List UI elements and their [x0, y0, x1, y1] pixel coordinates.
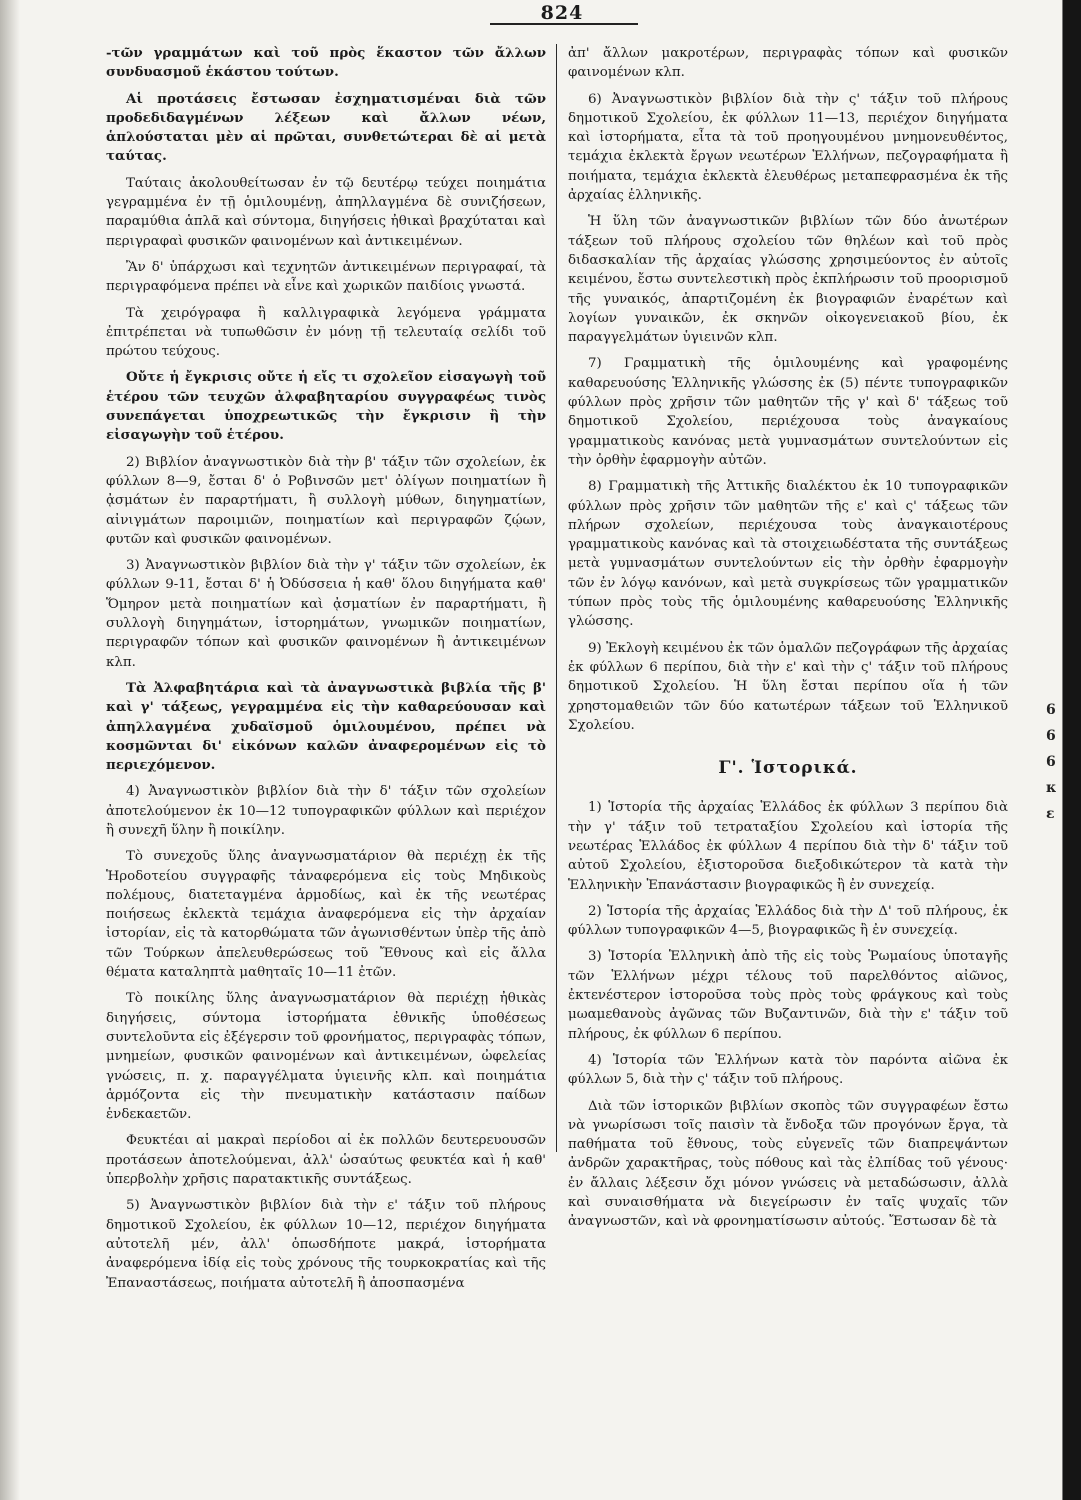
paragraph: Τὰ Ἀλφαβητάρια καὶ τὰ ἀναγνωστικὰ βιβλία τῆς β' καὶ γ' τάξεως, γεγραμμένα εἰς τὴν καθαρεύουσαν καὶ ἀπηλλαγμένα χυδαϊσμοῦ ὁμιλουμένου, πρέπει νὰ κοσμῶνται δι' εἰκόνων καλῶν ἀναφερομένων εἰς τὸ περιεχόμενον.: [106, 679, 546, 774]
paragraph: Ἡ ὕλη τῶν ἀναγνωστικῶν βιβλίων τῶν δύο ἀνωτέρων τάξεων τοῦ πλήρους σχολείου τῶν θηλέων καὶ τοῦ πρὸς διδασκαλίαν τῆς ἀρχαίας γλώσσης χρησιμεύοντος ἐν αὐτοῖς κειμένου, ἔστω συντελεστικὴ πρὸς ἐκπλήρωσιν τοῦ προορισμοῦ τῆς γυναικός, ἀπαρτιζομένη ἐκ βιογραφιῶν ἐναρέτων καὶ λογίων γυναικῶν, ἐκ σκηνῶν οἰκογενειακοῦ βίου, ἐκ παραγγελμάτων ὑγιεινῶν κλπ.: [568, 214, 1008, 346]
page-number: 824: [540, 2, 584, 24]
paragraph: 6) Ἀναγνωστικὸν βιβλίον διὰ τὴν ς' τάξιν τοῦ πλήρους δημοτικοῦ Σχολείου, ἐκ φύλλων 11—13, περιέχον διηγήματα καὶ ἱστορήματα, εἶτα τὰ τοῦ προηγουμένου μνημονευθέντος, τεμάχια ἐκλεκτὰ ἔργων νεωτέρων Ἑλλήνων, πεζογραφήματα ἢ ποιήματα, τεμάχια ἐκλεκτὰ ἐλευθέρως μεταπεφρασμένα ἐκ τῆς ἀρχαίας ἑλληνικῆς.: [568, 91, 1008, 204]
scan-left-shadow: [0, 0, 20, 1500]
edge-fragment: ε: [1046, 806, 1055, 822]
edge-fragment: 6: [1046, 728, 1056, 744]
right-column: [568, 44, 1008, 1239]
right-column-top: [568, 44, 1008, 735]
paragraph: 2) Βιβλίον ἀναγνωστικὸν διὰ τὴν β' τάξιν τῶν σχολείων, ἐκ φύλλων 8—9, ἔσται δ' ὁ Ροβινσῶν μετ' ὀλίγων ποιηματίων ἢ ᾀσμάτων ἐν παραρτήματι, ἢ συλλογὴ μύθων, διηγηματίων, αἰνιγμάτων παροιμιῶν, ποιηματίων καὶ περιγραφῶν ζῴων, φυτῶν καὶ φυσικῶν φαινομένων.: [106, 454, 546, 547]
left-column: [106, 44, 546, 1300]
paragraph: 1) Ἱστορία τῆς ἀρχαίας Ἑλλάδος ἐκ φύλλων 3 περίπου διὰ τὴν γ' τάξιν τοῦ τετραταξίου Σχολείου καὶ ἱστορία τῆς νεωτέρας Ἑλλάδος ἐκ φύλλων 4 περίπου διὰ τὴν δ' τάξιν τοῦ αὐτοῦ Σχολείου, ἐξιστοροῦσα διεξοδικώτερον τὰ κατὰ τὴν Ἑλληνικὴν Ἐπανάστασιν βιογραφικῶς ἢ ἐν συνεχείᾳ.: [568, 800, 1008, 893]
paragraph: Ἂν δ' ὑπάρχωσι καὶ τεχνητῶν ἀντικειμένων περιγραφαί, τὰ περιγραφόμενα πρέπει νὰ εἶνε καὶ χωρικῶν παιδίοις γνωστά.: [106, 259, 546, 295]
paragraph: 4) Ἀναγνωστικὸν βιβλίον διὰ τὴν δ' τάξιν τῶν σχολείων ἀποτελούμενον ἐκ 10—12 τυπογραφικῶν φύλλων καὶ περιέχον ἢ συνεχῆ ὕλην ἢ ποικίλην.: [106, 784, 546, 838]
paragraph: 3) Ἱστορία Ἑλληνικὴ ἀπὸ τῆς εἰς τοὺς Ῥωμαίους ὑποταγῆς τῶν Ἑλλήνων μέχρι τέλους τοῦ παρελθόντος αἰῶνος, ἐκτενέστερον ἱστοροῦσα τοὺς πρὸς τοὺς φράγκους καὶ τοὺς μωαμεθανοὺς ἀγῶνας τῶν Βυζαντινῶν, διὰ τὴν ε' τάξιν τοῦ πλήρους, ἐκ φύλλων 6 περίπου.: [568, 949, 1008, 1042]
paragraph: 4) Ἱστορία τῶν Ἑλλήνων κατὰ τὸν παρόντα αἰῶνα ἐκ φύλλων 5, διὰ τὴν ς' τάξιν τοῦ πλήρους.: [568, 1052, 1008, 1088]
edge-fragment: 6: [1046, 754, 1056, 770]
paragraph: Οὔτε ἡ ἔγκρισις οὔτε ἡ εἴς τι σχολεῖον εἰσαγωγὴ τοῦ ἑτέρου τῶν τευχῶν ἀλφαβηταρίου συγγραφέως τινὸς συνεπάγεται ὑποχρεωτικῶς τὴν ἔγκρισιν ἢ τὴν εἰσαγωγὴν τοῦ ἑτέρου.: [106, 369, 546, 444]
paragraph: 2) Ἱστορία τῆς ἀρχαίας Ἑλλάδος διὰ τὴν Δ' τοῦ πλήρους, ἐκ φύλλων τυπογραφικῶν 4—5, βιογραφικῶς ἢ ἐν συνεχείᾳ.: [568, 903, 1008, 939]
paragraph: Διὰ τῶν ἱστορικῶν βιβλίων σκοπὸς τῶν συγγραφέων ἔστω νὰ γνωρίσωσι τοῖς παισὶν τὰ ἔνδοξα τῶν προγόνων ἔργα, τὰ παθήματα τοῦ ἔθνους, τοὺς εὐγενεῖς τῶν διαπρεψάντων ἀνδρῶν χαρακτῆρας, τοὺς πόθους καὶ τὰς ἐλπίδας τοῦ γένους· ἐν ἄλλαις λέξεσιν ὄχι μόνον γνώσεις νὰ μεταδώσωσιν, ἀλλὰ καὶ συναισθήματα νὰ διεγείρωσιν ἐν ταῖς ψυχαῖς τῶν ἀναγνωστῶν, καὶ νὰ φρονηματίσωσιν αὐτούς. Ἔστωσαν δὲ τὰ: [568, 1098, 1008, 1230]
edge-fragment: κ: [1046, 780, 1057, 796]
paragraph: -τῶν γραμμάτων καὶ τοῦ πρὸς ἕκαστον τῶν ἄλλων συνδυασμοῦ ἑκάστου τούτων.: [106, 45, 546, 81]
paragraph: 8) Γραμματικὴ τῆς Ἀττικῆς διαλέκτου ἐκ 10 τυπογραφικῶν φύλλων πρὸς χρῆσιν τῶν μαθητῶν τῆς ε' καὶ ς' τάξεως τῶν πλήρων σχολείων, περιέχουσα τοὺς ἀναγκαιοτέρους γραμματικοὺς κανόνας καὶ τὰ στοιχειωδέστατα τῆς συντάξεως μετὰ γυμνασμάτων συντελούντων εἰς τὴν ὀρθὴν ἐφαρμογὴν τῶν ἐν λόγῳ κανόνων, καὶ μετὰ συγκρίσεως τῶν γραμματικῶν τύπων πρὸς τοὺς τῆς ὁμιλουμένης καθαρευούσης Ἑλληνικῆς γλώσσης.: [568, 479, 1008, 630]
edge-fragment: 6: [1046, 702, 1056, 718]
paragraph: Αἱ προτάσεις ἔστωσαν ἐσχηματισμέναι διὰ τῶν προδεδιδαγμένων λέξεων καὶ ἄλλων νέων, ἁπλούσταται μὲν αἱ πρῶται, συνθετώτεραι δὲ αἱ μετὰ ταύτας.: [106, 90, 546, 165]
paragraph: ἀπ' ἄλλων μακροτέρων, περιγραφὰς τόπων καὶ φυσικῶν φαινομένων κλπ.: [568, 46, 1008, 81]
paragraph: 7) Γραμματικὴ τῆς ὁμιλουμένης καὶ γραφομένης καθαρευούσης Ἑλληνικῆς γλώσσης ἐκ (5) πέντε τυπογραφικῶν φύλλων πρὸς χρῆσιν τῶν μαθητῶν τῆς γ' καὶ δ' τάξεως τοῦ δημοτικοῦ Σχολείου, περιέχουσα τοὺς ἀναγκαίους γραμματικοὺς κανόνας μετὰ γυμνασμάτων συντελούντων εἰς τὴν ὀρθὴν ἐφαρμογὴν αὐτῶν.: [568, 356, 1008, 468]
header-rule: [490, 23, 638, 25]
right-column-bottom: [568, 798, 1008, 1231]
paragraph: Τὸ συνεχοῦς ὕλης ἀναγνωσματάριον θὰ περιέχῃ ἐκ τῆς Ἡροδοτείου συγγραφῆς τἀναφερόμενα εἰς τοὺς Μηδικοὺς πολέμους, διατεταγμένα ἁρμοδίως, καὶ ἐκ τῆς νεωτέρας ποιήσεως ἐκλεκτὰ τεμάχια ἀναφερόμενα εἰς τὴν ἀρχαίαν ἱστορίαν, εἰς τὰ κατορθώματα τῶν ἀγωνισθέντων ὑπὲρ τῆς ἀπὸ τῶν Τούρκων ἀπελευθερώσεως τοῦ Ἔθνους καὶ εἰς ἄλλα θέματα καταληπτὰ μαθηταῖς 10—11 ἐτῶν.: [106, 849, 546, 981]
paragraph: 3) Ἀναγνωστικὸν βιβλίον διὰ τὴν γ' τάξιν τῶν σχολείων, ἐκ φύλλων 9-11, ἔσται δ' ἡ Ὀδύσσεια ἡ καθ' ὅλου διηγήματα καθ' Ὅμηρον μετὰ ποιηματίων καὶ ᾀσματίων ἐν παραρτήματι, ἢ συλλογὴ διηγημάτων, ἱστορημάτων, γνωμικῶν ποιηματίων, περιγραφῶν τόπων καὶ φυσικῶν φαινομένων ἢ ἀντικειμένων κλπ.: [106, 558, 546, 670]
column-divider: [556, 44, 557, 1152]
paragraph: Τὸ ποικίλης ὕλης ἀναγνωσματάριον θὰ περιέχῃ ἠθικὰς διηγήσεις, σύντομα ἱστορήματα ἐθνικῆς ὑποθέσεως συντελοῦντα εἰς ἐξέγερσιν τοῦ φρονήματος, περιγραφὰς τόπων, μνημείων, φυσικῶν φαινομένων καὶ ἀντικειμένων, ὠφελείας γνώσεις, π. χ. παραγγέλματα ὑγιεινῆς κλπ. καὶ ποιημάτια ἁρμόζοντα εἰς τὴν πνευματικὴν κατάστασιν παίδων ἑνδεκαετῶν.: [106, 991, 546, 1123]
paragraph: Τὰ χειρόγραφα ἢ καλλιγραφικὰ λεγόμενα γράμματα ἐπιτρέπεται νὰ τυπωθῶσιν ἐν μόνῃ τῇ τελευταίᾳ σελίδι τοῦ πρώτου τεύχους.: [106, 305, 546, 360]
paragraph: 5) Ἀναγνωστικὸν βιβλίον διὰ τὴν ε' τάξιν τοῦ πλήρους δημοτικοῦ Σχολείου, ἐκ φύλλων 10—12, περιέχον διηγήματα αὐτοτελῆ μέν, ἀλλ' ὁπωσδήποτε μακρά, ἱστορήματα ἀναφερόμενα ἰδίᾳ εἰς τοὺς χρόνους τῆς τουρκοκρατίας καὶ τῆς Ἐπαναστάσεως, ποιήματα αὐτοτελῆ ἢ ἀποσπασμένα: [106, 1198, 546, 1291]
adjacent-page-fragments: [1046, 700, 1060, 830]
section-heading: Γ'. Ἱστορικά.: [718, 758, 858, 779]
paragraph: Φευκτέαι αἱ μακραὶ περίοδοι αἱ ἐκ πολλῶν δευτερευουσῶν προτάσεων ἀποτελούμεναι, ἀλλ' ὡσαύτως φευκτέα καὶ ἡ καθ' ὑπερβολὴν χρῆσις παρατακτικῆς συντάξεως.: [106, 1133, 546, 1188]
paragraph: 9) Ἐκλογὴ κειμένου ἐκ τῶν ὁμαλῶν πεζογράφων τῆς ἀρχαίας ἐκ φύλλων 6 περίπου, διὰ τὴν ε' καὶ τὴν ς' τάξιν τοῦ πλήρους δημοτικοῦ Σχολείου. Ἡ ὕλη ἔσται περίπου οἵα ἡ τῶν χρηστομαθειῶν τῶν δύο κατωτέρων τάξεων τοῦ Ἑλληνικοῦ Σχολείου.: [568, 640, 1008, 733]
paragraph: Ταύταις ἀκολουθείτωσαν ἐν τῷ δευτέρῳ τεύχει ποιημάτια γεγραμμένα ἐν τῇ ὁμιλουμένῃ, ἀπηλλαγμένα δὲ συνιζήσεων, παραμύθια ἁπλᾶ καὶ σύντομα, διηγήσεις ἠθικαὶ βραχύταται καὶ περιγραφαὶ φυσικῶν φαινομένων καὶ ἀντικειμένων.: [106, 175, 546, 249]
scan-right-border: [1063, 0, 1081, 1500]
